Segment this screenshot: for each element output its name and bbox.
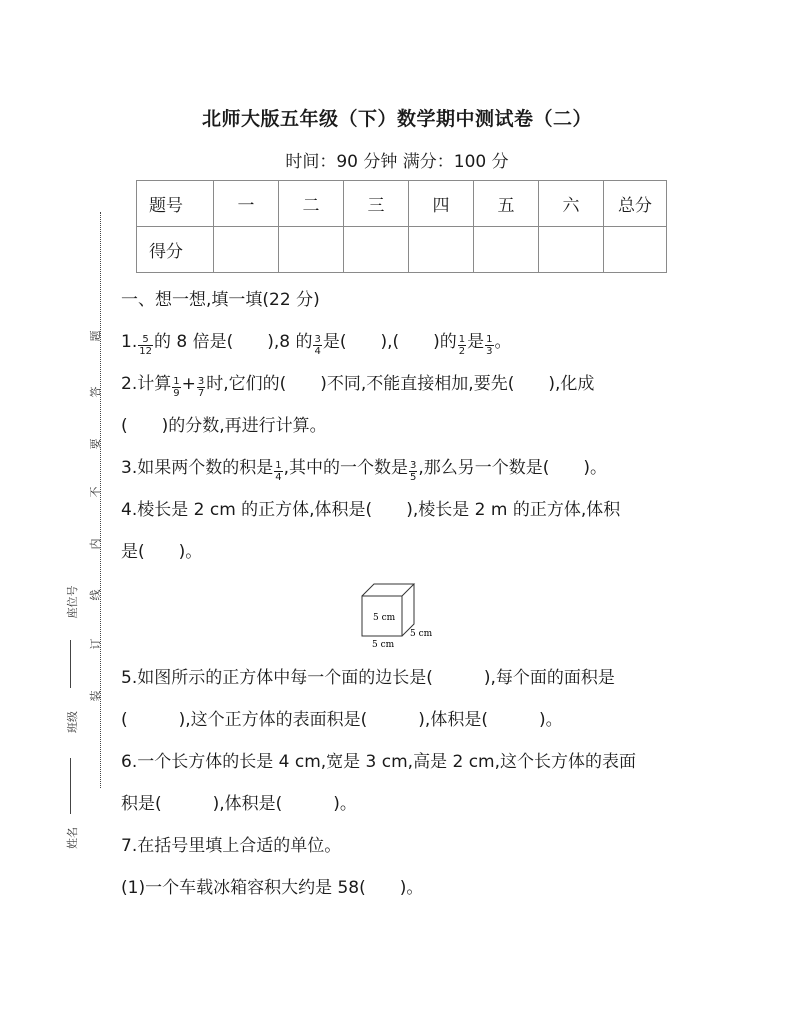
score-input-cell[interactable] [539, 227, 604, 273]
score-table [136, 180, 667, 273]
question-5-line-2: ( ),这个正方体的表面积是( ),体积是( )。 [121, 710, 563, 730]
cube-front-label: 5 cm [373, 613, 396, 623]
fraction: $\frac{3}{7}$ [197, 376, 205, 399]
fraction: $\frac{1}{3}$ [486, 334, 493, 357]
section-heading: 一、想一想,填一填(22 分) [121, 290, 320, 310]
score-input-cell[interactable] [409, 227, 474, 273]
question-4: 4.棱长是 2 cm 的正方体,体积是( ),棱长是 2 m 的正方体,体积 [121, 500, 621, 520]
seal-char: 题 [89, 330, 102, 342]
class-label: 班级 [66, 711, 79, 733]
table-row [137, 181, 667, 227]
table-cell: 四 [409, 181, 474, 227]
question-2-line-2: ( )的分数,再进行计算。 [121, 416, 327, 436]
exam-info: 时间：90 分钟 满分：100 分 [285, 152, 509, 172]
question-6-line-2: 积是( ),体积是( )。 [121, 794, 357, 814]
table-cell: 三 [344, 181, 409, 227]
seal-char: 订 [89, 638, 102, 650]
seal-char: 线 [89, 589, 102, 601]
cube-bottom-label: 5 cm [372, 640, 395, 650]
fraction: $\frac{1}{9}$ [173, 376, 180, 399]
score-input-cell[interactable] [344, 227, 409, 273]
seat-number-field[interactable] [70, 640, 71, 688]
table-cell: 一 [214, 181, 279, 227]
question-7-sub-1: (1)一个车载冰箱容积大约是 58( )。 [121, 878, 424, 898]
question-5: 5.如图所示的正方体中每一个面的边长是( ),每个面的面积是 [121, 668, 615, 688]
seal-char: 内 [89, 538, 102, 550]
seal-char: 装 [89, 690, 102, 702]
fraction: $\frac{5}{12}$ [139, 334, 152, 357]
cube-side-label: 5 cm [410, 629, 433, 639]
question-1: 1. $\frac{5}{12}$ 的 8 倍是( ),8 的 $\frac{3}{4}$ 是( ),( )的 $\frac{1}{2}$ 是 $\frac{1}{3}$ 。 [121, 332, 512, 357]
table-cell: 五 [474, 181, 539, 227]
score-input-cell[interactable] [279, 227, 344, 273]
score-input-cell[interactable] [604, 227, 667, 273]
table-cell: 六 [539, 181, 604, 227]
question-6: 6.一个长方体的长是 4 cm,宽是 3 cm,高是 2 cm,这个长方体的表面 [121, 752, 637, 772]
seal-char: 不 [89, 486, 102, 498]
table-cell: 二 [279, 181, 344, 227]
score-input-cell[interactable] [474, 227, 539, 273]
fraction: $\frac{1}{4}$ [275, 460, 282, 483]
question-7: 7.在括号里填上合适的单位。 [121, 836, 342, 856]
name-label: 姓名 [66, 827, 79, 849]
table-cell: 总分 [604, 181, 667, 227]
cube-figure [356, 578, 446, 650]
question-2: 2.计算 $\frac{1}{9}$ + $\frac{3}{7}$ 时,它们的( )不同,不能直接相加,要先( ),化成 [121, 374, 595, 399]
seat-number-label: 座位号 [66, 585, 79, 619]
score-input-cell[interactable] [214, 227, 279, 273]
question-4-line-2: 是( )。 [121, 542, 203, 562]
seal-char: 要 [89, 438, 102, 450]
fraction: $\frac{3}{4}$ [314, 334, 321, 357]
table-row [137, 227, 667, 273]
cube-top-face [362, 584, 414, 596]
table-cell: 题号 [137, 181, 214, 227]
class-field[interactable] [70, 758, 71, 814]
question-3: 3.如果两个数的积是 $\frac{1}{4}$ ,其中的一个数是 $\frac{3}{5}$ ,那么另一个数是( )。 [121, 458, 608, 483]
seal-char: 答 [89, 386, 102, 398]
table-cell: 得分 [137, 227, 214, 273]
page-title: 北师大版五年级（下）数学期中测试卷（二） [201, 108, 592, 130]
fraction: $\frac{3}{5}$ [410, 460, 417, 483]
fraction: $\frac{1}{2}$ [458, 334, 466, 357]
